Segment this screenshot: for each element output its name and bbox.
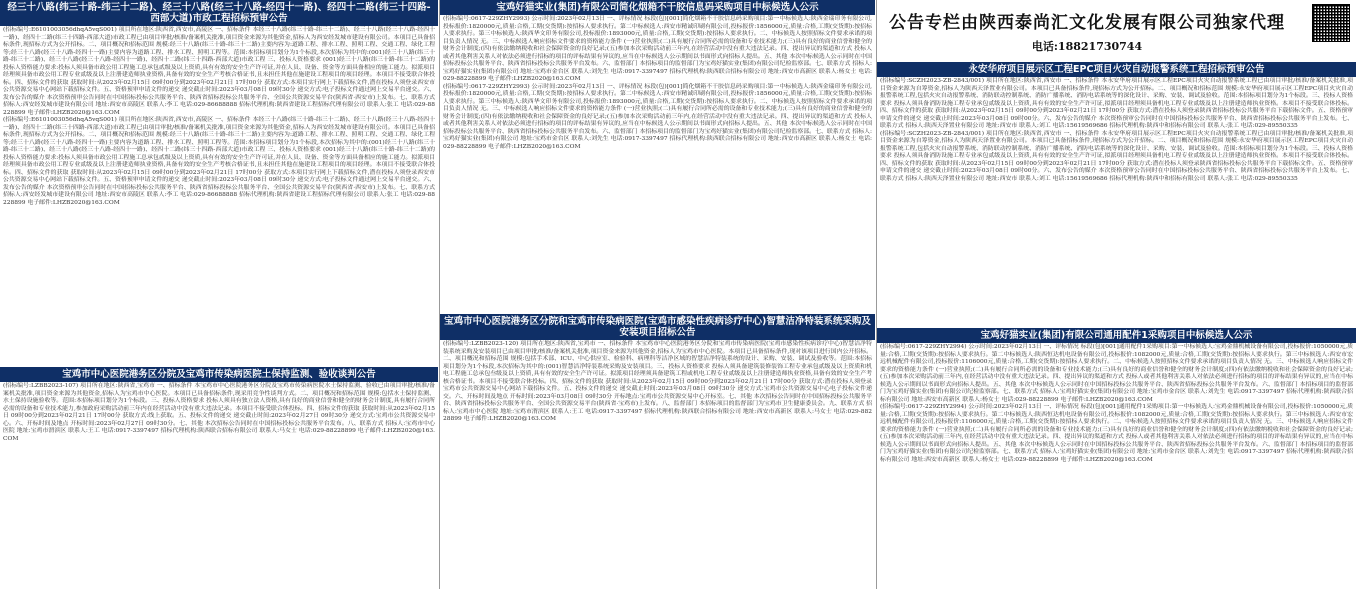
article-fire-alarm-prequalification [877,62,1356,327]
article-body [877,77,1356,184]
article-text: (招标编号:LZBB2023-107) 项目所在地区:陕西省,宝鸡市 一、招标条件 本宝鸡市中心医院港务区分院及宝鸡市传染病医院水土保持监测、验收已由项目审批/核准/备案机关批准,项目资金来源为其他资金,招标人为宝鸡市中心医院。本项目已具备招标条件,现采用竞争性谈判方式。二、项目概况和招标范围 规模:包括水土保持监测、水土保持设施验收等。范围:本招标项目划分为1个标段。三、投标人资格要求 投标人须具有独立法人资格,具有良好的商业信誉和健全的财务会计制度,具有履行合同所必需的设备和专业技术能力,参加政府采购活动前三年内在经营活动中没有重大违法记录。本项目不接受联合体投标。四、招标文件的获取 获取时间:从2023年02月15日 09时00分到2023年02月21日 17时00分 获取方式:线上获取。五、投标文件的递交 递交截止时间:2023年02月27日 09时30分 递交方式:宝鸡市公共资源交易中心。六、开标时间及地点 开标时间:2023年02月27日 09时30分。七、其他 本次招标公告同时在中国招标投标公共服务平台发布。八、联系方式 招标人:宝鸡市中心医院 地址:宝鸡市渭滨区 联系人:王工 电话:0917-3397497 招标代理机构:陕西联合招标有限公司 联系人:马女士 电话:029-88228899 电子邮件:LHZB2020@163.COM [3,383,435,442]
article-text-fill: (招标编号:SCZH2023-ZB-2843/001) 项目所在地区:陕西省,西安市 一、招标条件 本永安华府项目展示区工程EPC项目火灾自动报警系统工程已由项目审批/核准/备案机关批准,项目资金来源为自筹资金,招标人为陕西天泽置业有限公司。本项目已具备招标条件,现招标方式为公开招标。二、项目概况和招标范围 规模:永安华府项目展示区工程EPC项目火灾自动报警系统工程,包括火灾自动报警系统、消防联动控制系统、消防广播系统、消防电话系统等的深化设计、采购、安装、调试及验收。范围:本招标项目划分为1个标段。三、投标人资格要求 投标人须具备消防设施工程专业承包贰级及以上资质,具有有效的安全生产许可证,拟派项目经理须具备机电工程专业贰级及以上注册建造师执业资格。本项目不接受联合体投标。四、招标文件的获取 获取时间:从2023年02月15日 09时00分到2023年02月21日 17时00分 获取方式:潜在投标人须登录陕西省招标投标公共服务平台下载招标文件。五、资格预审申请文件的递交 递交截止时间:2023年03月08日 09时00分。六、发布公告的媒介 本次资格预审公告同时在中国招标投标公共服务平台、陕西省招标投标公共服务平台上发布。七、联系方式 招标人:陕西天泽置业有限公司 地址:西安市 联系人:刘工 电话:15619569686 招标代理机构:陕西中和招标有限公司 联系人:张工 电话:029-89550335 [880,130,1353,182]
article-road-prequalification [0,0,438,366]
article-text: (招标编号:0617-229ZHY2994) 公示时间:2023年02月13日 一、评标情况 标段(包)[001]通用配件1采购项目:第一中标候选人:宝鸡金鼎机械设备有限公司,投标报价:1050000元,质量:合格,工期(交货期):按招标人要求执行。第二中标候选人:陕西恒达机电设备有限公司,投标报价:1082000元,质量:合格,工期(交货期):按招标人要求执行。第三中标候选人:西安市宏远机械配件有限公司,投标报价:1106000元,质量:合格,工期(交货期):按招标人要求执行。二、中标候选人按照招标文件要求承诺的项目负责人情况 无。三、中标候选人响应招标文件要求的资格能力条件 (一)营业执照;(二)具有履行合同所必需的设备和专业技术能力;(三)具有良好的商业信誉和健全的财务会计制度;(四)有依法缴纳税收和社会保障资金的良好记录;(五)参加本次采购活动前三年内,在经营活动中没有重大违法记录。四、提出异议的渠道和方式 投标人或者其他利害关系人对依法必须进行招标的项目的评标结果有异议的,应当在中标候选人公示期间以书面形式向招标人提出。五、其他 本次中标候选人公示同时在中国招标投标公共服务平台、陕西省招标投标公共服务平台发布。六、监督部门 本招标项目的监督部门为宝鸡好猫实业(集团)有限公司纪检监察部。七、联系方式 招标人:宝鸡好猫实业(集团)有限公司 地址:宝鸡市金台区 联系人:刘先生 电话:0917-3397497 招标代理机构:陕西联合招标有限公司 地址:西安市高新区 联系人:杨女士 电话:029-88228899 电子邮件:LHZB2020@163.COM [880,344,1353,403]
article-parts-candidates [877,328,1356,589]
article-body [0,382,438,444]
article-title: 宝鸡市中心医院港务区分院和宝鸡市传染病医院(宝鸡市感染性疾病诊疗中心)智慧洁净特装系统采购及安装项目招标公告 [440,314,875,340]
column-right [877,0,1356,589]
article-text-fill: (招标编号:0617-229ZHY2993) 公示时间:2023年02月13日 一、评标情况 标段(包)[001]简化烟箱不干胶信息码采购项目:第一中标候选人:陕西金瑞印务有限公司,投标报价:1820000元,质量:合格,工期(交货期):按招标人要求执行。第二中标候选人:西安市精诚印刷有限公司,投标报价:1856000元,质量:合格,工期(交货期):按招标人要求执行。第三中标候选人:陕西华文印务有限公司,投标报价:1893000元,质量:合格,工期(交货期):按招标人要求执行。二、中标候选人按照招标文件要求承诺的项目负责人情况 无。三、中标候选人响应招标文件要求的资格能力条件 (一)营业执照;(二)具有履行合同所必需的设备和专业技术能力;(三)具有良好的商业信誉和健全的财务会计制度;(四)有依法缴纳税收和社会保障资金的良好记录;(五)参加本次采购活动前三年内,在经营活动中没有重大违法记录。四、提出异议的渠道和方式 投标人或者其他利害关系人对依法必须进行招标的项目的评标结果有异议的,应当在中标候选人公示期间以书面形式向招标人提出。五、其他 本次中标候选人公示同时在中国招标投标公共服务平台、陕西省招标投标公共服务平台发布。六、监督部门 本招标项目的监督部门为宝鸡好猫实业(集团)有限公司纪检监察部。七、联系方式 招标人:宝鸡好猫实业(集团)有限公司 地址:宝鸡市金台区 联系人:刘先生 电话:0917-3397497 招标代理机构:陕西联合招标有限公司 地址:西安市高新区 联系人:杨女士 电话:029-88228899 电子邮件:LHZB2020@163.COM [443,83,872,150]
article-hospital-soil-monitoring [0,367,438,589]
article-title: 经三十八路(纬三十路-纬三十二路)、经三十八路(经三十八路-经四十一路)、经四十二路(纬三十四路-西部大道)市政工程招标预审公告 [0,0,438,26]
advertisement-banner [877,0,1356,60]
article-clean-system-tender [440,314,875,589]
ad-title: 公告专栏由陕西泰尚汇文化发展有限公司独家代理 [889,13,1285,33]
qr-code-icon [1312,4,1350,42]
article-text-fill: (招标编号:0617-229ZHY2994) 公示时间:2023年02月13日 一、评标情况 标段(包)[001]通用配件1采购项目:第一中标候选人:宝鸡金鼎机械设备有限公司,投标报价:1050000元,质量:合格,工期(交货期):按招标人要求执行。第二中标候选人:陕西恒达机电设备有限公司,投标报价:1082000元,质量:合格,工期(交货期):按招标人要求执行。第三中标候选人:西安市宏远机械配件有限公司,投标报价:1106000元,质量:合格,工期(交货期):按招标人要求执行。二、中标候选人按照招标文件要求承诺的项目负责人情况 无。三、中标候选人响应招标文件要求的资格能力条件 (一)营业执照;(二)具有履行合同所必需的设备和专业技术能力;(三)具有良好的商业信誉和健全的财务会计制度;(四)有依法缴纳税收和社会保障资金的良好记录;(五)参加本次采购活动前三年内,在经营活动中没有重大违法记录。四、提出异议的渠道和方式 投标人或者其他利害关系人对依法必须进行招标的项目的评标结果有异议的,应当在中标候选人公示期间以书面形式向招标人提出。五、其他 本次中标候选人公示同时在中国招标投标公共服务平台、陕西省招标投标公共服务平台发布。六、监督部门 本招标项目的监督部门为宝鸡好猫实业(集团)有限公司纪检监察部。七、联系方式 招标人:宝鸡好猫实业(集团)有限公司 地址:宝鸡市金台区 联系人:刘先生 电话:0917-3397497 招标代理机构:陕西联合招标有限公司 地址:西安市高新区 联系人:杨女士 电话:029-88228899 电子邮件:LHZB2020@163.COM [880,404,1353,463]
article-title: 宝鸡好猫实业(集团)有限公司简化烟箱不干胶信息码采购项目中标候选人公示 [440,0,875,15]
article-text: (招标编号:LZBB2023-120) 项目所在地区:陕西省,宝鸡市 一、招标条件 本宝鸡市中心医院港务区分院和宝鸡市传染病医院(宝鸡市感染性疾病诊疗中心)智慧洁净特装系统采购及安装项目已由项目审批/核准/备案机关批准,项目资金来源为其他资金,招标人为宝鸡市中心医院。本项目已具备招标条件,现对该项目进行国内公开招标。二、项目概况和招标范围 规模:包括手术部、ICU、中心供应室、检验科、病理科等洁净区域的智慧洁净特装系统的设计、采购、安装、调试及验收等。范围:本招标项目划分为1个标段,本次招标为其中的:(001)智慧洁净特装系统采购及安装项目。三、投标人资格要求 投标人须具备建筑装修装饰工程专业承包贰级及以上资质和机电工程施工总承包叁级及以上资质,具有有效的安全生产许可证。拟派项目经理须具备建筑工程或机电工程专业贰级及以上注册建造师执业资格,具备有效的安全生产考核合格证书。本项目不接受联合体投标。四、招标文件的获取 获取时间:从2023年02月15日 09时00分到2023年02月21日 17时00分 获取方式:潜在投标人须登录宝鸡市公共资源交易中心网站下载招标文件。五、投标文件的递交 递交截止时间:2023年03月08日 09时30分 递交方式:宝鸡市公共资源交易中心电子投标文件递交。六、开标时间及地点 开标时间:2023年03月08日 09时30分 开标地点:宝鸡市公共资源交易中心开标室。七、其他 本次招标公告同时在中国招标投标公共服务平台、陕西省招标投标公共服务平台、全国公共资源交易平台(陕西省·宝鸡市)上发布。八、监督部门 本招标项目的监督部门为宝鸡市卫生健康委员会。九、联系方式 招标人:宝鸡市中心医院 地址:宝鸡市渭滨区 联系人:王工 电话:0917-3397497 招标代理机构:陕西联合招标有限公司 地址:西安市高新区 联系人:马女士 电话:029-88228899 电子邮件:LHZB2020@163.COM [443,341,872,422]
article-body [0,26,438,208]
article-body [440,340,875,425]
article-body [877,343,1356,465]
article-cigarette-label-candidates [440,0,875,313]
article-text: (招标编号:E6101003056dhqA5vqS001) 项目所在地区:陕西省,西安市,高陵区 一、招标条件 本经三十八路(纬三十路-纬三十二路)、经三十八路(经三十八路-经四十一路)、经四十二路(纬三十四路-西部大道)市政工程已由项目审批/核准/备案机关批准,项目资金来源为其他资金,招标人为西安经发城市建设有限公司。本项目已具备招标条件,现招标方式为公开招标。二、项目概况和招标范围 规模:经三十八路(纬三十路-纬三十二路)主要内容为:道路工程、排水工程、照明工程、交通工程、绿化工程等;经三十八路(经三十八路-经四十一路)主要内容为道路工程、排水工程、照明工程等。范围:本招标项目划分为1个标段,本次招标为其中的:(001)经三十八路(纬三十路-纬三十二路)、经三十八路(经三十八路-经四十一路)、经四十二路(纬三十四路-西部大道)市政工程 三、投标人资格要求 (001)经三十八路(纬三十路-纬三十二路)的投标人资格能力要求:投标人须具备市政公用工程施工总承包贰级及以上资质,具有有效的安全生产许可证,并在人员、设备、资金等方面具备相应的施工能力。拟派项目经理须具备市政公用工程专业贰级及以上注册建造师执业资格,具备有效的安全生产考核合格证书,且未担任其他在施建设工程项目的项目经理。本项目不接受联合体投标。四、招标文件的获取 获取时间:从2023年02月15日 09时00分到2023年02月21日 17时00分 获取方式:本项目实行网上下载招标文件,潜在投标人须登录西安市公共资源交易中心网站下载招标文件。五、资格预审申请文件的递交 递交截止时间:2023年03月08日 09时30分 递交方式:电子投标文件通过网上交易平台递交。六、发布公告的媒介 本次资格预审公告同时在中国招标投标公共服务平台、陕西省招标投标公共服务平台、全国公共资源交易平台(陕西省·西安市)上发布。七、联系方式 招标人:西安经发城市建设有限公司 地址:西安市高陵区 联系人:李工 电话:029-86688888 招标代理机构:陕西省建设工程招标代理有限公司 联系人:张工 电话:029-88228899 电子邮件:LHZB2020@163.COM [3,27,435,116]
article-text-fill: (招标编号:E6101003056dhqA5vqS001) 项目所在地区:陕西省,西安市,高陵区 一、招标条件 本经三十八路(纬三十路-纬三十二路)、经三十八路(经三十八路-经四十一路)、经四十二路(纬三十四路-西部大道)市政工程已由项目审批/核准/备案机关批准,项目资金来源为其他资金,招标人为西安经发城市建设有限公司。本项目已具备招标条件,现招标方式为公开招标。二、项目概况和招标范围 规模:经三十八路(纬三十路-纬三十二路)主要内容为:道路工程、排水工程、照明工程、交通工程、绿化工程等;经三十八路(经三十八路-经四十一路)主要内容为道路工程、排水工程、照明工程等。范围:本招标项目划分为1个标段,本次招标为其中的:(001)经三十八路(纬三十路-纬三十二路)、经三十八路(经三十八路-经四十一路)、经四十二路(纬三十四路-西部大道)市政工程 三、投标人资格要求 (001)经三十八路(纬三十路-纬三十二路)的投标人资格能力要求:投标人须具备市政公用工程施工总承包贰级及以上资质,具有有效的安全生产许可证,并在人员、设备、资金等方面具备相应的施工能力。拟派项目经理须具备市政公用工程专业贰级及以上注册建造师执业资格,具备有效的安全生产考核合格证书,且未担任其他在施建设工程项目的项目经理。本项目不接受联合体投标。四、招标文件的获取 获取时间:从2023年02月15日 09时00分到2023年02月21日 17时00分 获取方式:本项目实行网上下载招标文件,潜在投标人须登录西安市公共资源交易中心网站下载招标文件。五、资格预审申请文件的递交 递交截止时间:2023年03月08日 09时30分 递交方式:电子投标文件通过网上交易平台递交。六、发布公告的媒介 本次资格预审公告同时在中国招标投标公共服务平台、陕西省招标投标公共服务平台、全国公共资源交易平台(陕西省·西安市)上发布。七、联系方式 招标人:西安经发城市建设有限公司 地址:西安市高陵区 联系人:李工 电话:029-86688888 招标代理机构:陕西省建设工程招标代理有限公司 联系人:张工 电话:029-88228899 电子邮件:LHZB2020@163.COM [3,117,435,206]
column-left [0,0,438,589]
article-text: (招标编号:0617-229ZHY2993) 公示时间:2023年02月13日 一、评标情况 标段(包)[001]简化烟箱不干胶信息码采购项目:第一中标候选人:陕西金瑞印务有限公司,投标报价:1820000元,质量:合格,工期(交货期):按招标人要求执行。第二中标候选人:西安市精诚印刷有限公司,投标报价:1856000元,质量:合格,工期(交货期):按招标人要求执行。第三中标候选人:陕西华文印务有限公司,投标报价:1893000元,质量:合格,工期(交货期):按招标人要求执行。二、中标候选人按照招标文件要求承诺的项目负责人情况 无。三、中标候选人响应招标文件要求的资格能力条件 (一)营业执照;(二)具有履行合同所必需的设备和专业技术能力;(三)具有良好的商业信誉和健全的财务会计制度;(四)有依法缴纳税收和社会保障资金的良好记录;(五)参加本次采购活动前三年内,在经营活动中没有重大违法记录。四、提出异议的渠道和方式 投标人或者其他利害关系人对依法必须进行招标的项目的评标结果有异议的,应当在中标候选人公示期间以书面形式向招标人提出。五、其他 本次中标候选人公示同时在中国招标投标公共服务平台、陕西省招标投标公共服务平台发布。六、监督部门 本招标项目的监督部门为宝鸡好猫实业(集团)有限公司纪检监察部。七、联系方式 招标人:宝鸡好猫实业(集团)有限公司 地址:宝鸡市金台区 联系人:刘先生 电话:0917-3397497 招标代理机构:陕西联合招标有限公司 地址:西安市高新区 联系人:杨女士 电话:029-88228899 电子邮件:LHZB2020@163.COM [443,16,872,82]
article-body [440,15,875,152]
article-text: (招标编号:SCZH2023-ZB-2843/001) 项目所在地区:陕西省,西安市 一、招标条件 本永安华府项目展示区工程EPC项目火灾自动报警系统工程已由项目审批/核准/备案机关批准,项目资金来源为自筹资金,招标人为陕西天泽置业有限公司。本项目已具备招标条件,现招标方式为公开招标。二、项目概况和招标范围 规模:永安华府项目展示区工程EPC项目火灾自动报警系统工程,包括火灾自动报警系统、消防联动控制系统、消防广播系统、消防电话系统等的深化设计、采购、安装、调试及验收。范围:本招标项目划分为1个标段。三、投标人资格要求 投标人须具备消防设施工程专业承包贰级及以上资质,具有有效的安全生产许可证,拟派项目经理须具备机电工程专业贰级及以上注册建造师执业资格。本项目不接受联合体投标。四、招标文件的获取 获取时间:从2023年02月15日 09时00分到2023年02月21日 17时00分 获取方式:潜在投标人须登录陕西省招标投标公共服务平台下载招标文件。五、资格预审申请文件的递交 递交截止时间:2023年03月08日 09时00分。六、发布公告的媒介 本次资格预审公告同时在中国招标投标公共服务平台、陕西省招标投标公共服务平台上发布。七、联系方式 招标人:陕西天泽置业有限公司 地址:西安市 联系人:刘工 电话:15619569686 招标代理机构:陕西中和招标有限公司 联系人:张工 电话:029-89550335 [880,78,1353,129]
article-title: 宝鸡市中心医院港务区分院及宝鸡市传染病医院土保持监测、验收谈判公告 [0,367,438,382]
ad-phone: 电话:18821730744 [1031,40,1143,53]
column-middle [440,0,875,589]
article-title: 宝鸡好猫实业(集团)有限公司通用配件1采购项目中标候选人公示 [877,328,1356,343]
article-title: 永安华府项目展示区工程EPC项目火灾自动报警系统工程招标预审公告 [877,62,1356,77]
